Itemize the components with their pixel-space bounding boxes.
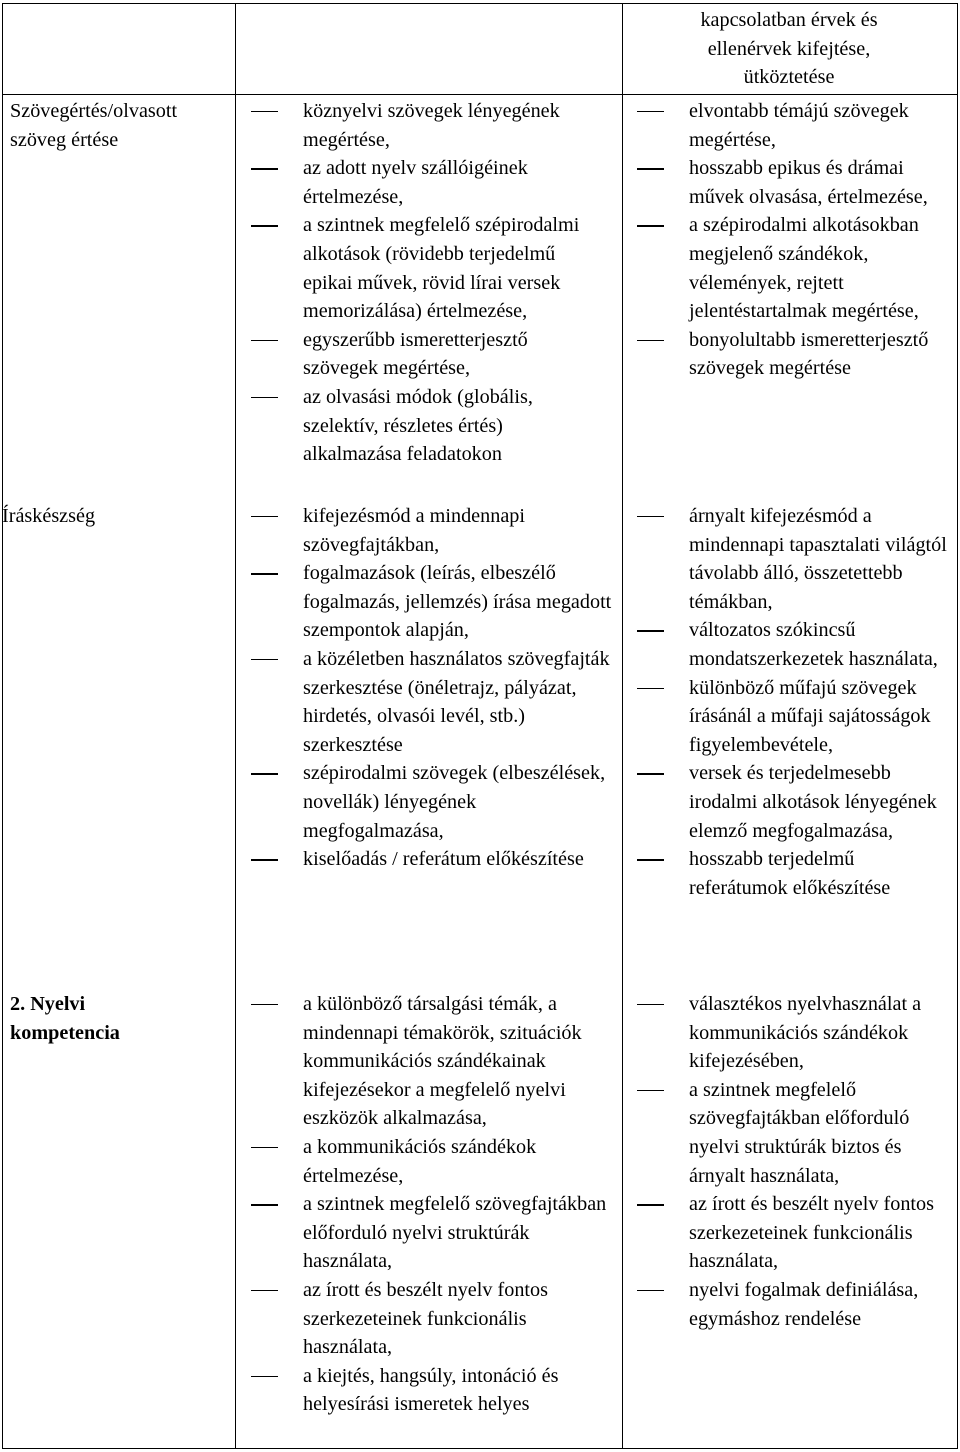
list-item: árnyalt kifejezésmód a mindennapi tapasztalati világtól távolabb álló, összetettebb témákban, xyxy=(637,502,949,616)
dash-bullet xyxy=(251,773,278,774)
dash-bullet xyxy=(637,773,664,774)
table-border-bottom xyxy=(2,1448,958,1449)
language-col3-list xyxy=(637,990,955,1333)
dash-bullet xyxy=(637,1290,664,1291)
continued-cell-text: kapcsolatban érvek és ellenérvek kifejtése, ütköztetése xyxy=(700,9,878,89)
dash-bullet xyxy=(251,1376,278,1377)
list-item: a különböző társalgási témák, a mindennapi témakörök, szituációk kommunikációs szándékainak kifejezésekor a megfelelő nyelvi eszközök alkalmazása, xyxy=(251,990,613,1133)
dash-bullet xyxy=(251,1204,278,1205)
section-label: 2. Nyelvi kompetencia xyxy=(10,993,120,1044)
list-item: az írott és beszélt nyelv fontos szerkezeteinek funkcionális használata, xyxy=(251,1276,613,1362)
list-item: a szintnek megfelelő szövegfajtákban előforduló nyelvi struktúrák biztos és árnyalt használata, xyxy=(637,1076,955,1190)
list-item: az olvasási módok (globális, szelektív, részletes értés) alkalmazása feladatokon xyxy=(251,383,591,469)
list-item: kiselőadás / referátum előkészítése xyxy=(251,845,621,874)
dash-bullet xyxy=(251,340,278,341)
reading-col2-list xyxy=(251,97,591,469)
list-item: fogalmazások (leírás, elbeszélő fogalmazás, jellemzés) írása megadott szempontok alapján, xyxy=(251,559,621,645)
dash-bullet xyxy=(251,1004,278,1005)
dash-bullet xyxy=(251,516,278,517)
dash-bullet xyxy=(251,1290,278,1291)
row-label-writing: Íráskészség xyxy=(2,505,96,527)
list-item: szépirodalmi szövegek (elbeszélések, novellák) lényegének megfogalmazása, xyxy=(251,759,621,845)
dash-bullet xyxy=(251,573,278,574)
dash-bullet xyxy=(637,516,664,517)
writing-col3-list xyxy=(637,502,949,902)
dash-bullet xyxy=(637,111,664,112)
list-item: hosszabb terjedelmű referátumok előkészítése xyxy=(637,845,949,902)
table-border-left xyxy=(2,3,3,1449)
table-border-right xyxy=(957,3,958,1449)
list-item: a szintnek megfelelő szövegfajtákban előforduló nyelvi struktúrák használata, xyxy=(251,1190,613,1276)
col-divider-2 xyxy=(622,3,623,1449)
writing-col2-list xyxy=(251,502,621,874)
list-item: változatos szókincsű mondatszerkezetek használata, xyxy=(637,616,949,673)
dash-bullet xyxy=(637,1004,664,1005)
list-item: egyszerűbb ismeretterjesztő szövegek megértése, xyxy=(251,326,591,383)
dash-bullet xyxy=(251,1147,278,1148)
list-item: a közéletben használatos szövegfajták szerkesztése (önéletrajz, pályázat, hirdetés, olvasói levél, stb.) szerkesztése xyxy=(251,645,621,759)
list-item: kifejezésmód a mindennapi szövegfajtákban, xyxy=(251,502,621,559)
dash-bullet xyxy=(251,859,278,860)
col-divider-1 xyxy=(235,3,236,1449)
dash-bullet xyxy=(637,225,664,226)
dash-bullet xyxy=(637,168,664,169)
dash-bullet xyxy=(637,688,664,689)
dash-bullet xyxy=(251,111,278,112)
list-item: az adott nyelv szállóigéinek értelmezése, xyxy=(251,154,591,211)
list-item: a szépirodalmi alkotásokban megjelenő szándékok, vélemények, rejtett jelentéstartalmak megértése, xyxy=(637,211,949,325)
list-item: elvontabb témájú szövegek megértése, xyxy=(637,97,949,154)
list-item: nyelvi fogalmak definiálása, egymáshoz rendelése xyxy=(637,1276,955,1333)
dash-bullet xyxy=(251,168,278,169)
dash-bullet xyxy=(637,1204,664,1205)
list-item: a kommunikációs szándékok értelmezése, xyxy=(251,1133,613,1190)
list-item: az írott és beszélt nyelv fontos szerkezeteinek funkcionális használata, xyxy=(637,1190,955,1276)
reading-col3-list xyxy=(637,97,949,383)
dash-bullet xyxy=(251,397,278,398)
list-item: versek és terjedelmesebb irodalmi alkotások lényegének elemző megfogalmazása, xyxy=(637,759,949,845)
dash-bullet xyxy=(637,630,664,631)
list-item: köznyelvi szövegek lényegének megértése, xyxy=(251,97,591,154)
list-item: a szintnek megfelelő szépirodalmi alkotások (rövidebb terjedelmű epikai művek, rövid lírai versek memorizálása) értelmezése, xyxy=(251,211,591,325)
dash-bullet xyxy=(637,1090,664,1091)
dash-bullet xyxy=(637,340,664,341)
table-border-top xyxy=(2,3,958,4)
list-item: hosszabb epikus és drámai művek olvasása, értelmezése, xyxy=(637,154,949,211)
dash-bullet xyxy=(251,225,278,226)
list-item: választékos nyelvhasználat a kommunikációs szándékok kifejezésében, xyxy=(637,990,955,1076)
dash-bullet xyxy=(637,859,664,860)
language-col2-list xyxy=(251,990,613,1419)
list-item: különböző műfajú szövegek írásánál a műfaji sajátosságok figyelembevétele, xyxy=(637,674,949,760)
row-label-reading: Szövegértés/olvasott szöveg értése xyxy=(10,100,178,151)
table-border-row1 xyxy=(2,94,958,95)
dash-bullet xyxy=(251,659,278,660)
list-item: bonyolultabb ismeretterjesztő szövegek megértése xyxy=(637,326,949,383)
list-item: a kiejtés, hangsúly, intonáció és helyesírási ismeretek helyes xyxy=(251,1362,613,1419)
